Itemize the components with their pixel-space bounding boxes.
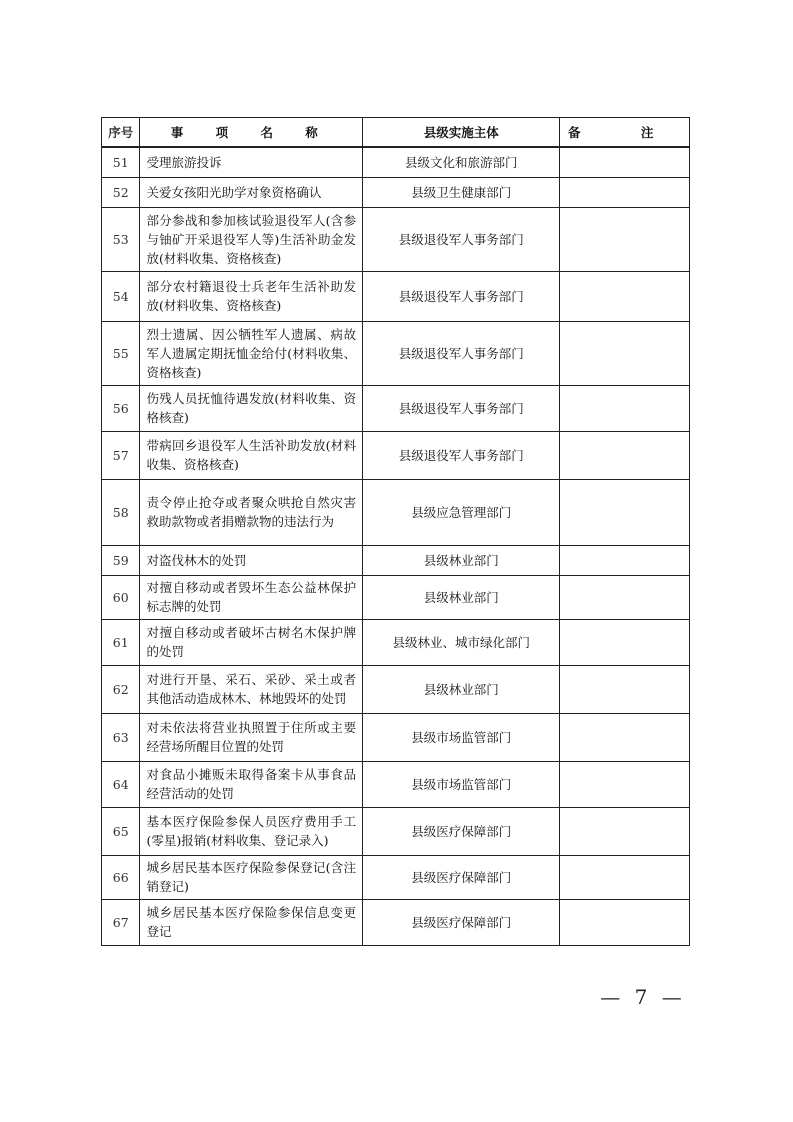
remarks-cell (560, 271, 690, 321)
header-dept: 县级实施主体 (363, 118, 560, 148)
row-number: 51 (102, 147, 140, 177)
implementing-dept: 县级退役军人事务部门 (363, 385, 560, 431)
remarks-cell (560, 177, 690, 207)
implementing-dept: 县级应急管理部门 (363, 479, 560, 545)
row-number: 58 (102, 479, 140, 545)
implementing-dept: 县级医疗保障部门 (363, 899, 560, 945)
row-number: 53 (102, 207, 140, 271)
remarks-cell (560, 665, 690, 713)
table-row (102, 385, 690, 431)
item-name: 受理旅游投诉 (140, 147, 363, 177)
remarks-cell (560, 899, 690, 945)
implementing-dept: 县级市场监管部门 (363, 761, 560, 807)
item-name: 部分参战和参加核试验退役军人(含参与铀矿开采退役军人等)生活补助金发放(材料收集、资格核查) (140, 207, 363, 271)
table-row (102, 713, 690, 761)
implementing-dept: 县级卫生健康部门 (363, 177, 560, 207)
table-row (102, 619, 690, 665)
table-row (102, 899, 690, 945)
remarks-cell (560, 147, 690, 177)
item-name: 责令停止抢夺或者聚众哄抢自然灾害救助款物或者捐赠款物的违法行为 (140, 479, 363, 545)
row-number: 55 (102, 321, 140, 385)
table-row (102, 545, 690, 575)
table-row (102, 147, 690, 177)
remarks-cell (560, 575, 690, 619)
remarks-cell (560, 619, 690, 665)
table-body (102, 147, 690, 945)
row-number: 54 (102, 271, 140, 321)
page-number: — 7 — (600, 985, 686, 1009)
remarks-cell (560, 713, 690, 761)
remarks-cell (560, 207, 690, 271)
remarks-cell (560, 855, 690, 899)
item-name: 对未依法将营业执照置于住所或主要经营场所醒目位置的处罚 (140, 713, 363, 761)
implementing-dept: 县级文化和旅游部门 (363, 147, 560, 177)
implementing-dept: 县级医疗保障部门 (363, 855, 560, 899)
row-number: 57 (102, 431, 140, 479)
table-row (102, 177, 690, 207)
implementing-dept: 县级林业部门 (363, 665, 560, 713)
row-number: 63 (102, 713, 140, 761)
implementing-dept: 县级林业部门 (363, 575, 560, 619)
implementing-dept: 县级退役军人事务部门 (363, 207, 560, 271)
item-name: 关爱女孩阳光助学对象资格确认 (140, 177, 363, 207)
remarks-cell (560, 761, 690, 807)
item-name: 对食品小摊贩未取得备案卡从事食品经营活动的处罚 (140, 761, 363, 807)
implementing-dept: 县级退役军人事务部门 (363, 431, 560, 479)
item-name: 烈士遗属、因公牺牲军人遗属、病故军人遗属定期抚恤金给付(材料收集、资格核查) (140, 321, 363, 385)
table-header-row (102, 118, 690, 148)
implementing-dept: 县级医疗保障部门 (363, 807, 560, 855)
item-name: 对擅自移动或者毁坏生态公益林保护标志牌的处罚 (140, 575, 363, 619)
row-number: 60 (102, 575, 140, 619)
table-row (102, 807, 690, 855)
table-row (102, 855, 690, 899)
implementing-dept: 县级林业部门 (363, 545, 560, 575)
table-row (102, 207, 690, 271)
row-number: 65 (102, 807, 140, 855)
table-row (102, 479, 690, 545)
remarks-cell (560, 321, 690, 385)
table-row (102, 761, 690, 807)
header-name: 事 项 名 称 (140, 118, 363, 148)
item-name: 对进行开垦、采石、采砂、采土或者其他活动造成林木、林地毁坏的处罚 (140, 665, 363, 713)
table-row (102, 665, 690, 713)
row-number: 66 (102, 855, 140, 899)
table-row (102, 271, 690, 321)
row-number: 52 (102, 177, 140, 207)
remarks-cell (560, 385, 690, 431)
row-number: 64 (102, 761, 140, 807)
row-number: 59 (102, 545, 140, 575)
item-name: 部分农村籍退役士兵老年生活补助发放(材料收集、资格核查) (140, 271, 363, 321)
header-note: 备 注 (560, 118, 690, 148)
item-name: 伤残人员抚恤待遇发放(材料收集、资格核查) (140, 385, 363, 431)
implementing-dept: 县级林业、城市绿化部门 (363, 619, 560, 665)
item-name: 城乡居民基本医疗保险参保登记(含注销登记) (140, 855, 363, 899)
item-name: 对盗伐林木的处罚 (140, 545, 363, 575)
row-number: 61 (102, 619, 140, 665)
implementing-dept: 县级退役军人事务部门 (363, 271, 560, 321)
item-name: 带病回乡退役军人生活补助发放(材料收集、资格核查) (140, 431, 363, 479)
item-name: 基本医疗保险参保人员医疗费用手工(零星)报销(材料收集、登记录入) (140, 807, 363, 855)
implementing-dept: 县级市场监管部门 (363, 713, 560, 761)
table-row (102, 321, 690, 385)
remarks-cell (560, 807, 690, 855)
row-number: 62 (102, 665, 140, 713)
item-name: 城乡居民基本医疗保险参保信息变更登记 (140, 899, 363, 945)
items-table (101, 117, 690, 946)
remarks-cell (560, 479, 690, 545)
table-row (102, 431, 690, 479)
implementing-dept: 县级退役军人事务部门 (363, 321, 560, 385)
header-no: 序号 (102, 118, 140, 148)
row-number: 56 (102, 385, 140, 431)
table-row (102, 575, 690, 619)
remarks-cell (560, 431, 690, 479)
remarks-cell (560, 545, 690, 575)
item-name: 对擅自移动或者破坏古树名木保护牌的处罚 (140, 619, 363, 665)
row-number: 67 (102, 899, 140, 945)
